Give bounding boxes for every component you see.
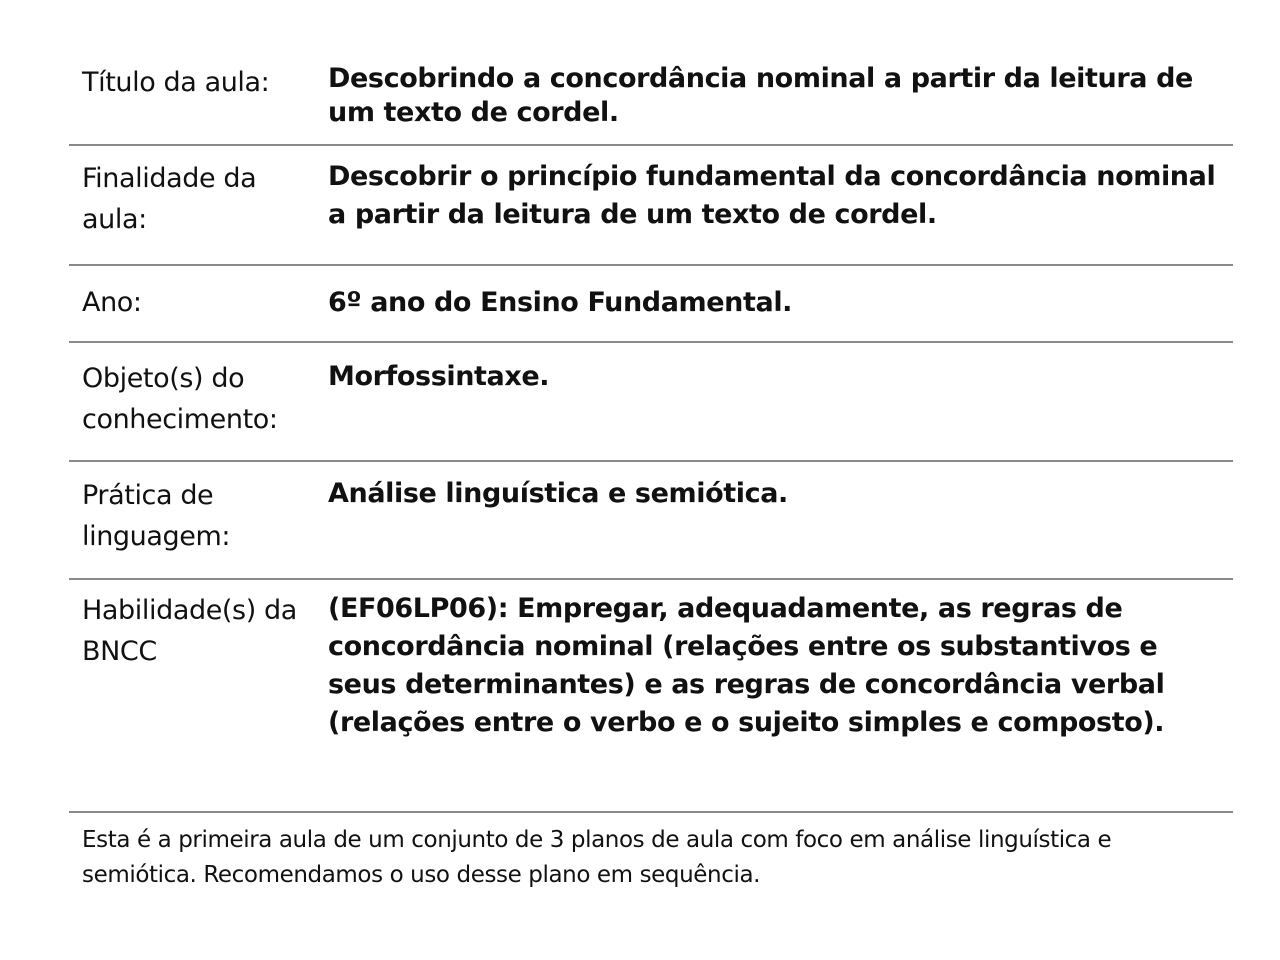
school-year-label: Ano: <box>82 287 142 318</box>
row-language-practice <box>69 462 1233 580</box>
language-practice-value: Análise linguística e semiótica. <box>328 478 788 509</box>
bncc-skills-value: (EF06LP06): Empregar, adequadamente, as regras de concordância nominal (relações entre os substantivos e seus determinantes) e as regras de concordância verbal (relações entre o verbo e o sujeito simples e composto). <box>328 593 1165 738</box>
lesson-purpose-value: Descobrir o princípio fundamental da concordância nominal a partir da leitura de um texto de cordel. <box>328 161 1216 230</box>
lesson-title-label: Título da aula: <box>82 67 270 98</box>
knowledge-objects-value: Morfossintaxe. <box>328 361 550 392</box>
bncc-skills-label: Habilidade(s) da BNCC <box>82 595 297 667</box>
lesson-title-value: Descobrindo a concordância nominal a partir da leitura de um texto de cordel. <box>328 63 1193 128</box>
lesson-plan-table <box>69 48 1233 893</box>
row-lesson-purpose <box>69 146 1233 266</box>
row-bncc-skills <box>69 580 1233 813</box>
knowledge-objects-label: Objeto(s) do conhecimento: <box>82 363 278 435</box>
school-year-value: 6º ano do Ensino Fundamental. <box>328 287 793 318</box>
sequence-note: Esta é a primeira aula de um conjunto de 3 planos de aula com foco em análise linguística e semiótica. Recomendamos o uso desse plano em sequência. <box>82 827 1112 888</box>
lesson-purpose-label: Finalidade da aula: <box>82 163 257 235</box>
row-lesson-title <box>69 48 1233 146</box>
row-school-year <box>69 266 1233 343</box>
row-knowledge-objects <box>69 343 1233 462</box>
language-practice-label: Prática de linguagem: <box>82 480 231 552</box>
